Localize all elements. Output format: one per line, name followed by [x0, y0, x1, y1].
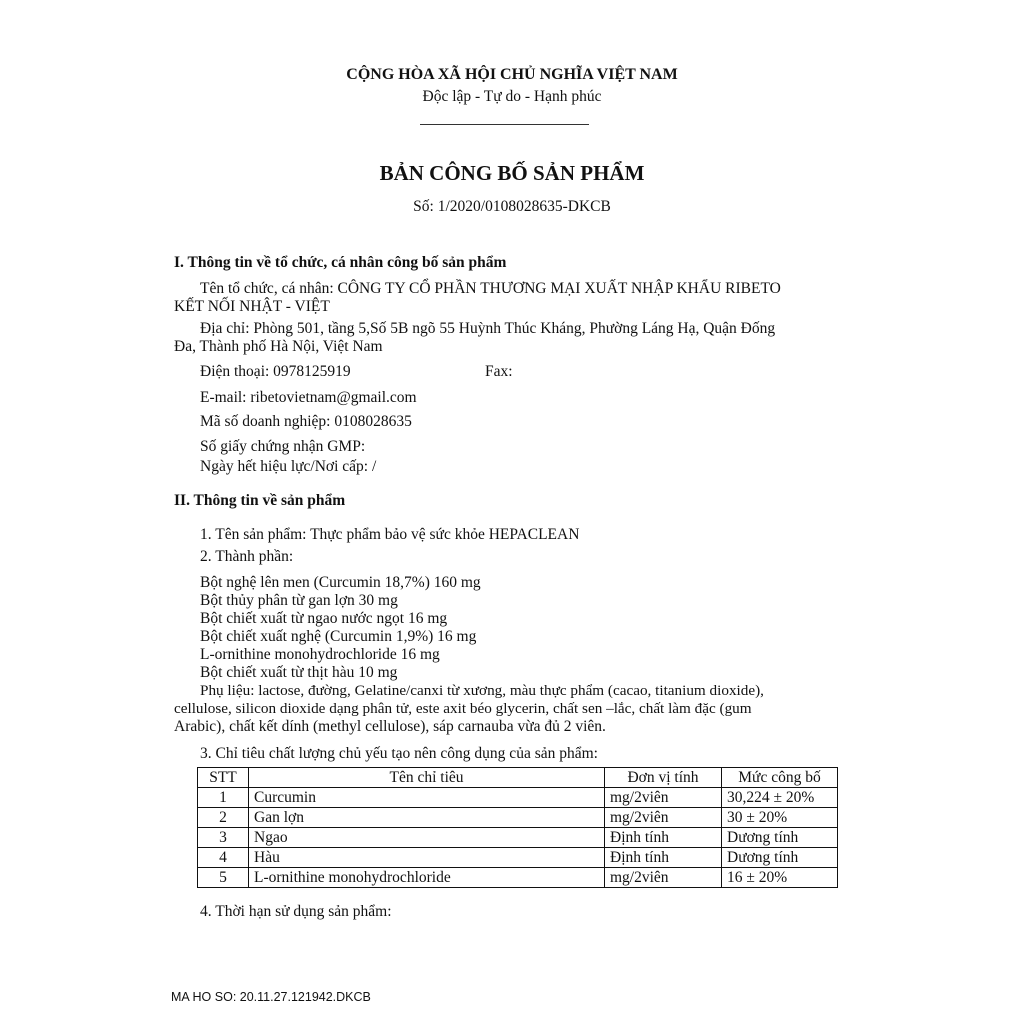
cell-unit: Định tính: [605, 828, 722, 848]
cell-criterion: Gan lợn: [249, 808, 605, 828]
shelf-life-heading: 4. Thời hạn sử dụng sản phẩm:: [200, 903, 392, 920]
cell-stt: 4: [198, 848, 249, 868]
cell-stt: 5: [198, 868, 249, 888]
header-unit: Đơn vị tính: [605, 768, 722, 788]
ingredient-item: Bột chiết xuất từ thịt hàu 10 mg: [200, 664, 398, 681]
section2-heading: II. Thông tin về sản phẩm: [174, 492, 346, 509]
motto: Độc lập - Tự do - Hạnh phúc: [422, 88, 602, 105]
cell-criterion: Hàu: [249, 848, 605, 868]
cell-stt: 2: [198, 808, 249, 828]
document-number: Số: 1/2020/0108028635-DKCB: [413, 198, 611, 215]
table-row: [198, 848, 838, 868]
excipients-line3: Arabic), chất kết dính (methyl cellulose), sáp carnauba vừa đủ 2 viên.: [174, 718, 606, 735]
ingredient-item: L-ornithine monohydrochloride 16 mg: [200, 646, 440, 663]
cell-level: 16 ± 20%: [722, 868, 838, 888]
email: E-mail: ribetovietnam@gmail.com: [200, 389, 417, 406]
cell-level: 30 ± 20%: [722, 808, 838, 828]
cell-level: 30,224 ± 20%: [722, 788, 838, 808]
table-row: [198, 808, 838, 828]
ingredient-item: Bột nghệ lên men (Curcumin 18,7%) 160 mg: [200, 574, 481, 591]
table-row: [198, 868, 838, 888]
document-title: BẢN CÔNG BỐ SẢN PHẨM: [379, 161, 645, 185]
address-line2: Đa, Thành phố Hà Nội, Việt Nam: [174, 338, 383, 355]
expiry-date: Ngày hết hiệu lực/Nơi cấp: /: [200, 458, 377, 475]
header-criterion: Tên chỉ tiêu: [249, 768, 605, 788]
org-name-line2: KẾT NỐI NHẬT - VIỆT: [174, 298, 330, 315]
header-underline: [420, 124, 589, 125]
cell-stt: 3: [198, 828, 249, 848]
cell-level: Dương tính: [722, 848, 838, 868]
cell-unit: mg/2viên: [605, 808, 722, 828]
phone: Điện thoại: 0978125919: [200, 363, 351, 380]
cell-criterion: Curcumin: [249, 788, 605, 808]
header-declared-level: Mức công bố: [722, 768, 838, 788]
cell-criterion: Ngao: [249, 828, 605, 848]
cell-criterion: L-ornithine monohydrochloride: [249, 868, 605, 888]
product-name: 1. Tên sản phẩm: Thực phẩm bảo vệ sức khỏe HEPACLEAN: [200, 526, 580, 543]
org-name-line1: Tên tổ chức, cá nhân: CÔNG TY CỔ PHẦN THƯƠNG MẠI XUẤT NHẬP KHẨU RIBETO: [200, 280, 781, 297]
quality-spec-table: [197, 767, 838, 888]
gmp-certificate: Số giấy chứng nhận GMP:: [200, 438, 366, 455]
ingredient-item: Bột chiết xuất từ ngao nước ngọt 16 mg: [200, 610, 448, 627]
cell-level: Dương tính: [722, 828, 838, 848]
address-line1: Địa chỉ: Phòng 501, tầng 5,Số 5B ngõ 55 Huỳnh Thúc Kháng, Phường Láng Hạ, Quận Đống: [200, 320, 776, 337]
tax-code: Mã số doanh nghiệp: 0108028635: [200, 413, 412, 430]
cell-stt: 1: [198, 788, 249, 808]
table-row: [198, 828, 838, 848]
excipients-line2: cellulose, silicon dioxide dạng phân tử, este axit béo glycerin, chất sen –lắc, chất làm đặc (gum: [174, 700, 752, 717]
ingredient-item: Bột chiết xuất nghệ (Curcumin 1,9%) 16 mg: [200, 628, 477, 645]
quality-heading: 3. Chỉ tiêu chất lượng chủ yếu tạo nên công dụng của sản phẩm:: [200, 745, 598, 762]
table-header-row: [198, 768, 838, 788]
excipients-line1: Phụ liệu: lactose, đường, Gelatine/canxi từ xương, màu thực phẩm (cacao, titanium dioxide),: [200, 682, 764, 699]
cell-unit: Định tính: [605, 848, 722, 868]
header-stt: STT: [198, 768, 249, 788]
record-code-footer: MA HO SO: 20.11.27.121942.DKCB: [171, 990, 371, 1004]
cell-unit: mg/2viên: [605, 788, 722, 808]
fax: Fax:: [485, 363, 513, 380]
section1-heading: I. Thông tin về tổ chức, cá nhân công bố sản phẩm: [174, 254, 507, 271]
nation-header: CỘNG HÒA XÃ HỘI CHỦ NGHĨA VIỆT NAM: [346, 66, 678, 83]
ingredient-item: Bột thủy phân từ gan lợn 30 mg: [200, 592, 398, 609]
ingredients-heading: 2. Thành phần:: [200, 548, 294, 565]
table-row: [198, 788, 838, 808]
cell-unit: mg/2viên: [605, 868, 722, 888]
